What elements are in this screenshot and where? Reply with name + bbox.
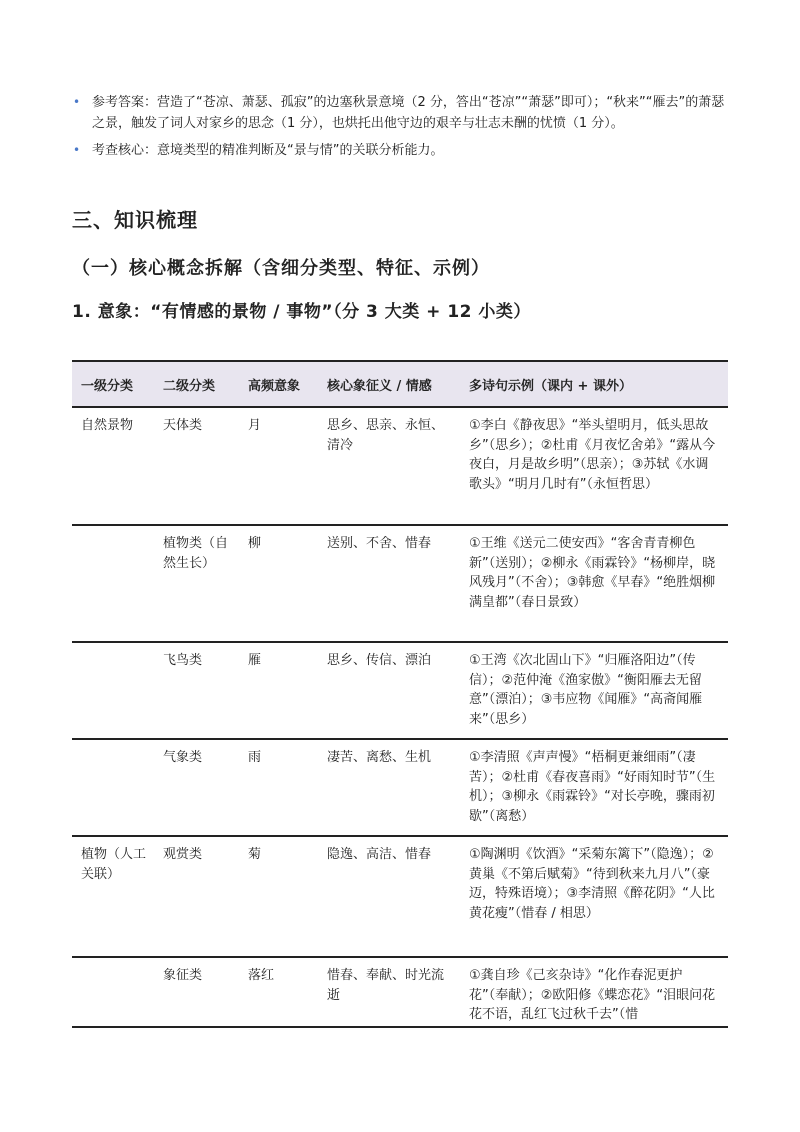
table-cell: ①李白《静夜思》“举头望明月，低头思故乡”（思乡）；②杜甫《月夜忆舍弟》“露从今夜白，月是故乡明”（思亲）；③苏轼《水调歌头》“明月几时有”（永恒哲思）: [469, 418, 716, 492]
table-cell: ①陶渊明《饮酒》“采菊东篱下”（隐逸）；②黄巢《不第后赋菊》“待到秋来九月八”（豪迈，特殊语境）；③李清照《醉花阴》“人比黄花瘦”（惜春 / 相思）: [469, 847, 715, 921]
table-cell: 菊: [248, 847, 262, 862]
bullet-dot-icon: •: [73, 143, 81, 157]
table-cell: 惜春、奉献、时光流逝: [327, 968, 445, 1003]
bullet-list: [72, 92, 732, 167]
table-cell: 思乡、传信、漂泊: [327, 653, 432, 668]
table-cell: 天体类: [163, 418, 203, 433]
table-cell: ①李清照《声声慢》“梧桐更兼细雨”（凄苦）；②杜甫《春夜喜雨》“好雨知时节”（生机）；③柳永《雨霖铃》“对长亭晚，骤雨初歇”（离愁）: [469, 750, 716, 824]
table-cell: [72, 526, 154, 641]
table-cell: 植物类（自然生长）: [163, 536, 229, 571]
table-row: [72, 837, 728, 958]
table-cell: [72, 643, 154, 738]
section-heading: 三、知识梳理: [72, 208, 198, 232]
table-header: [72, 360, 728, 408]
table-row: [72, 643, 728, 740]
imagery-table: [72, 360, 728, 1028]
header-cell: 一级分类: [81, 378, 134, 394]
table-cell: 观赏类: [163, 847, 203, 862]
table-cell: 自然景物: [81, 418, 134, 433]
table-cell: 隐逸、高洁、惜春: [327, 847, 432, 862]
header-cell: 多诗句示例（课内 + 课外）: [469, 378, 632, 394]
table-cell: [72, 740, 154, 835]
table-cell: 落红: [248, 968, 275, 983]
table-row: [72, 740, 728, 837]
header-cell: 核心象征义 / 情感: [327, 378, 432, 394]
header-cell: 高频意象: [248, 378, 301, 394]
bullet-core: [72, 140, 732, 161]
table-cell: [72, 958, 154, 1026]
bullet-text: 参考答案：营造了“苍凉、萧瑟、孤寂”的边塞秋景意境（2 分，答出“苍凉”“萧瑟”即可）；“秋来”“雁去”的萧瑟之景，触发了词人对家乡的思念（1 分），也烘托出他守边的艰辛与壮志未酬的忧愤（1 分）。: [92, 95, 725, 131]
bullet-answer: [72, 92, 732, 134]
table-cell: 月: [248, 418, 262, 433]
table-cell: 凄苦、离愁、生机: [327, 750, 432, 765]
table-row: [72, 408, 728, 526]
header-cell: 二级分类: [163, 378, 216, 394]
table-cell: 雨: [248, 750, 262, 765]
table-cell: 雁: [248, 653, 262, 668]
table-cell: 送别、不舍、惜春: [327, 536, 432, 551]
table-row: [72, 526, 728, 643]
table-cell: ①王湾《次北固山下》“归雁洛阳边”（传信）；②范仲淹《渔家傲》“衡阳雁去无留意”（漂泊）；③韦应物《闻雁》“高斋闻雁来”（思乡）: [469, 653, 703, 727]
table-cell: 象征类: [163, 968, 203, 983]
table-cell: 柳: [248, 536, 262, 551]
topic-heading: 1. 意象：“有情感的景物 / 事物”（分 3 大类 + 12 小类）: [72, 302, 531, 322]
bullet-dot-icon: •: [73, 95, 81, 109]
table-row: [72, 958, 728, 1028]
table-cell: 思乡、思亲、永恒、清冷: [327, 418, 445, 453]
table-cell: 气象类: [163, 750, 203, 765]
table-cell: 植物（人工关联）: [81, 847, 147, 882]
table-cell: ①王维《送元二使安西》“客舍青青柳色新”（送别）；②柳永《雨霖铃》“杨柳岸，晓风残月”（不舍）；③韩愈《早春》“绝胜烟柳满皇都”（春日景致）: [469, 536, 716, 610]
table-cell: 飞鸟类: [163, 653, 203, 668]
table-cell: ①龚自珍《己亥杂诗》“化作春泥更护花”（奉献）；②欧阳修《蝶恋花》“泪眼问花花不语，乱红飞过秋千去”（惜: [469, 968, 716, 1022]
bullet-text: 考查核心：意境类型的精准判断及“景与情”的关联分析能力。: [92, 143, 444, 158]
subsection-heading: （一）核心概念拆解（含细分类型、特征、示例）: [72, 258, 490, 279]
